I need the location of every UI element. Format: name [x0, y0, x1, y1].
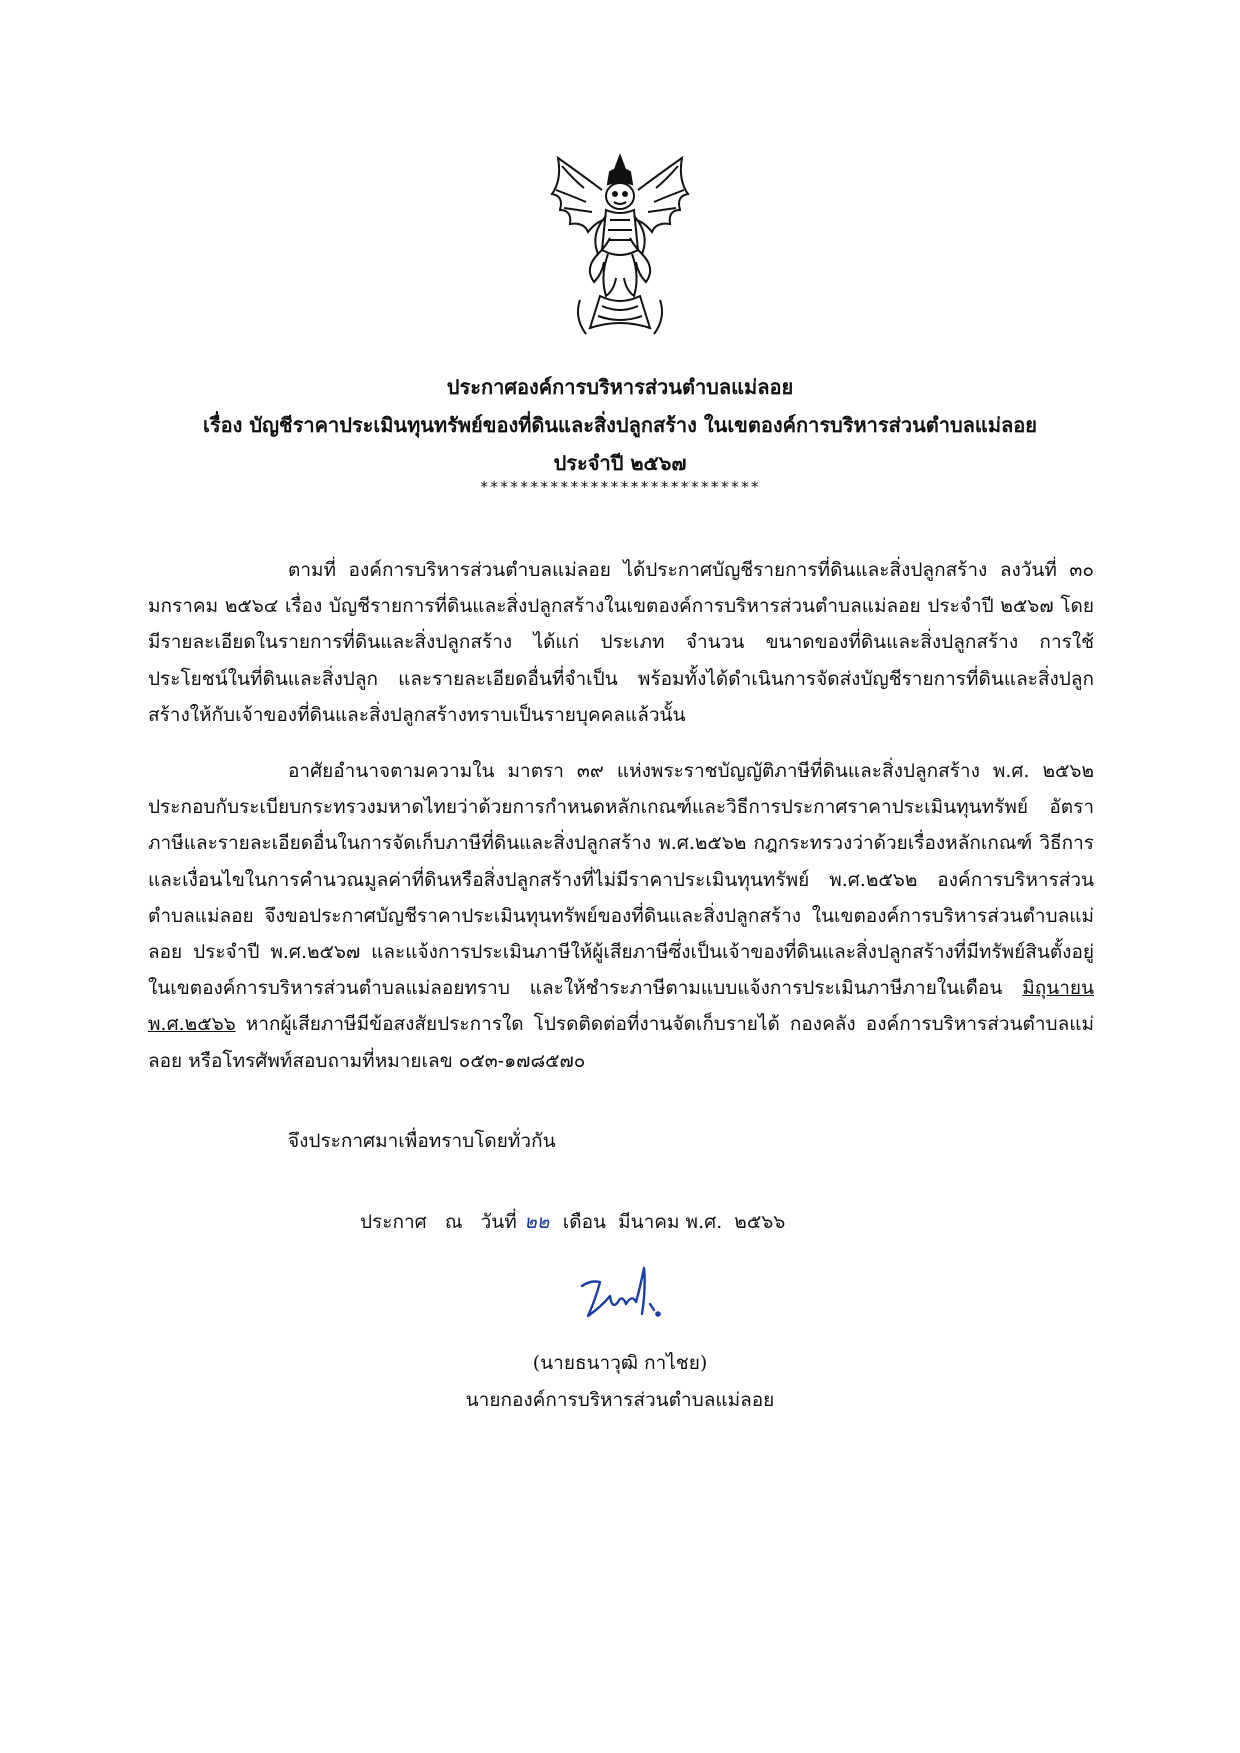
paragraph-2-text: อาศัยอำนาจตามความใน มาตรา ๓๙ แห่งพระราชบัญญัติภาษีที่ดินและสิ่งปลูกสร้าง พ.ศ. ๒๕๖๒ ประกอบกับระเบียบกระทรวงมหาดไทยว่าด้วยการกำหนดหลักเกณฑ์และวิธีการประกาศราคาประเมินทุนทรัพย์ อัตราภาษีและรายละเอียดอื่นในการจัดเก็บภาษีที่ดินและสิ่งปลูกสร้าง พ.ศ.๒๕๖๒ กฎกระทรวงว่าด้วยเรื่องหลักเกณฑ์ วิธีการ และเงื่อนไขในการคำนวณมูลค่าที่ดินหรือสิ่งปลูกสร้างที่ไม่มีราคาประเมินทุนทรัพย์ พ.ศ.๒๕๖๒ องค์การบริหารส่วนตำบลแม่ลอย จึงขอประกาศบัญชีราคาประเมินทุนทรัพย์ของที่ดินและสิ่งปลูกสร้าง ในเขตองค์การบริหารส่วนตำบลแม่ลอย ประจำปี พ.ศ.๒๕๖๗ และแจ้งการประเมินภาษีให้ผู้เสียภาษีซึ่งเป็นเจ้าของที่ดินและสิ่งปลูกสร้างที่มีทรัพย์สินตั้งอยู่ในเขตองค์การบริหารส่วนตำบลแม่ลอยทราบ และให้ชำระภาษีตามแบบแจ้งการประเมินภาษีภายในเดือน [148, 760, 1094, 1000]
closing-statement: จึงประกาศมาเพื่อทราบโดยทั่วกัน [288, 1130, 556, 1152]
body-paragraph-1: ตามที่ องค์การบริหารส่วนตำบลแม่ลอย ได้ประกาศบัญชีรายการที่ดินและสิ่งปลูกสร้าง ลงวันที่ ๓๐ มกราคม ๒๕๖๔ เรื่อง บัญชีรายการที่ดินและสิ่งปลูกสร้างในเขตองค์การบริหารส่วนตำบลแม่ลอย ประจำปี ๒๕๖๗ โดยมีรายละเอียดในรายการที่ดินและสิ่งปลูกสร้าง ได้แก่ ประเภท จำนวน ขนาดของที่ดินและสิ่งปลูกสร้าง การใช้ประโยชน์ในที่ดินและสิ่งปลูก และรายละเอียดอื่นที่จำเป็น พร้อมทั้งได้ดำเนินการจัดส่งบัญชีรายการที่ดินและสิ่งปลูกสร้างให้กับเจ้าของที่ดินและสิ่งปลูกสร้างทราบเป็นรายบุคคลแล้วนั้น [148, 559, 1094, 726]
body-paragraph-2 [148, 753, 1094, 1079]
announcement-date [360, 1206, 785, 1238]
signatory-name: (นายธนาวุฒิ กาไชย) [532, 1352, 708, 1374]
date-suffix: เดือน มีนาคม พ.ศ. ๒๕๖๖ [556, 1211, 786, 1233]
paragraph-2-contact: หากผู้เสียภาษีมีข้อสงสัยประการใด โปรดติดต่อที่งานจัดเก็บรายได้ กองคลัง องค์การบริหารส่วนตำบลแม่ลอย หรือโทรศัพท์สอบถามที่หมายเลข ๐๕๓-๑๗๘๕๗๐ [148, 1013, 1094, 1072]
date-prefix: ประกาศ ณ วันที่ [360, 1211, 517, 1233]
heading-separator: **************************** [479, 478, 761, 496]
announcement-subject: เรื่อง บัญชีราคาประเมินทุนทรัพย์ของที่ดินและสิ่งปลูกสร้าง ในเขตองค์การบริหารส่วนตำบลแม่ลอย [203, 413, 1037, 437]
signatory-title: นายกองค์การบริหารส่วนตำบลแม่ลอย [465, 1389, 775, 1411]
handwritten-signature-icon [560, 1258, 680, 1328]
payment-deadline: มิถุนายน พ.ศ.๒๕๖๖ [148, 977, 1094, 1036]
date-day-handwritten: ๒๒ [524, 1211, 550, 1233]
garuda-emblem-icon [540, 150, 700, 340]
announcement-year: ประจำปี ๒๕๖๗ [553, 451, 687, 475]
announcement-title: ประกาศองค์การบริหารส่วนตำบลแม่ลอย [446, 375, 794, 399]
